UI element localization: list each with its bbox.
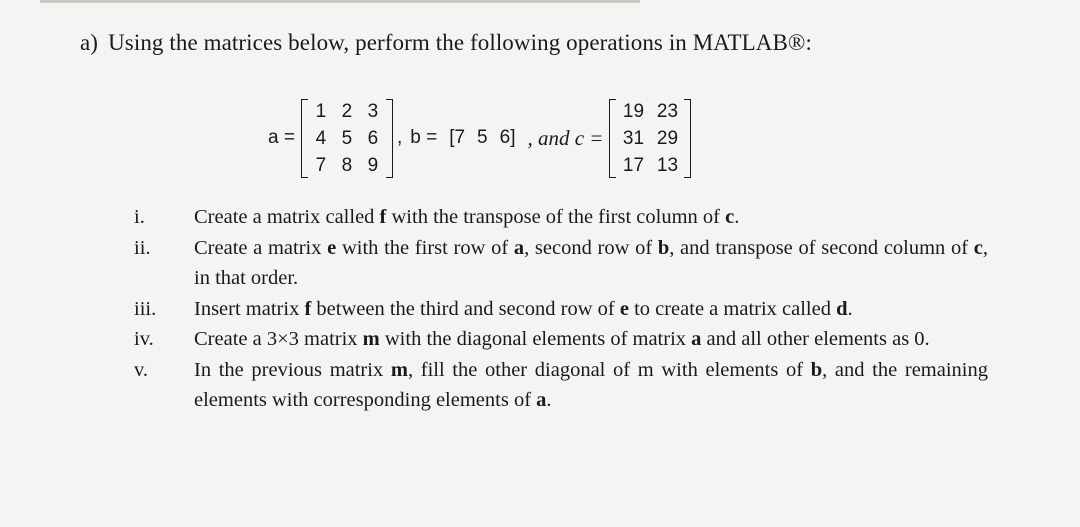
matrix-c-label: , and c = bbox=[527, 125, 604, 150]
top-border-line bbox=[40, 0, 640, 3]
task-marker: ii. bbox=[134, 236, 151, 259]
separator-comma: , bbox=[396, 127, 403, 148]
task-item-i bbox=[128, 202, 988, 233]
matrix-b-label: b = bbox=[410, 127, 438, 148]
matrix-b bbox=[443, 127, 521, 149]
matrix-a-cell: 8 bbox=[341, 154, 353, 176]
matrix-a bbox=[301, 98, 393, 179]
task-text: Create a matrix called f with the transpose of the first column of c. bbox=[194, 206, 740, 228]
matrix-c-cell: 23 bbox=[656, 100, 679, 122]
matrix-c-cell: 17 bbox=[622, 154, 645, 176]
task-item-iii bbox=[128, 294, 988, 325]
matrix-a-cell: 1 bbox=[315, 100, 327, 122]
task-marker: i. bbox=[134, 206, 145, 228]
task-text: In the previous matrix m, fill the other diagonal of m with elements of b, and the remaining elements with corresponding elements of a. bbox=[194, 358, 988, 411]
task-text: Create a matrix e with the first row of a, second row of b, and transpose of second column of c, in that order. bbox=[194, 236, 988, 289]
task-item-iv bbox=[128, 324, 988, 355]
task-text: Create a 3×3 matrix m with the diagonal elements of matrix a and all other elements as 0. bbox=[194, 328, 930, 350]
matrix-equation bbox=[262, 91, 691, 185]
question-text: Using the matrices below, perform the following operations in MATLAB®: bbox=[108, 30, 812, 55]
matrix-c-cell: 13 bbox=[656, 154, 679, 176]
matrix-c-cell: 19 bbox=[622, 100, 645, 122]
task-text: Insert matrix f between the third and second row of e to create a matrix called d. bbox=[194, 297, 853, 320]
matrix-c-cell: 31 bbox=[622, 127, 645, 149]
matrix-a-cell: 5 bbox=[341, 127, 353, 149]
matrix-a-cell: 3 bbox=[367, 100, 379, 122]
question-heading bbox=[80, 30, 812, 56]
matrix-a-cell: 4 bbox=[315, 127, 327, 149]
matrix-a-cell: 2 bbox=[341, 100, 353, 122]
matrix-c-cell: 29 bbox=[656, 127, 679, 149]
question-number: a) bbox=[80, 30, 99, 55]
task-marker: iv. bbox=[134, 328, 154, 350]
matrix-a-cell: 9 bbox=[367, 154, 379, 176]
task-list bbox=[128, 202, 988, 416]
matrix-c bbox=[609, 98, 691, 179]
matrix-b-cell: 5 bbox=[477, 127, 488, 148]
task-marker: v. bbox=[134, 358, 149, 381]
matrix-a-cell: 7 bbox=[315, 154, 327, 176]
task-marker: iii. bbox=[134, 297, 157, 320]
matrix-b-cell: [7 bbox=[449, 127, 466, 148]
matrix-b-cell: 6] bbox=[499, 127, 516, 148]
task-item-ii bbox=[128, 233, 988, 294]
matrix-a-cell: 6 bbox=[367, 127, 379, 149]
matrix-a-label: a = bbox=[268, 127, 295, 148]
task-item-v bbox=[128, 355, 988, 416]
